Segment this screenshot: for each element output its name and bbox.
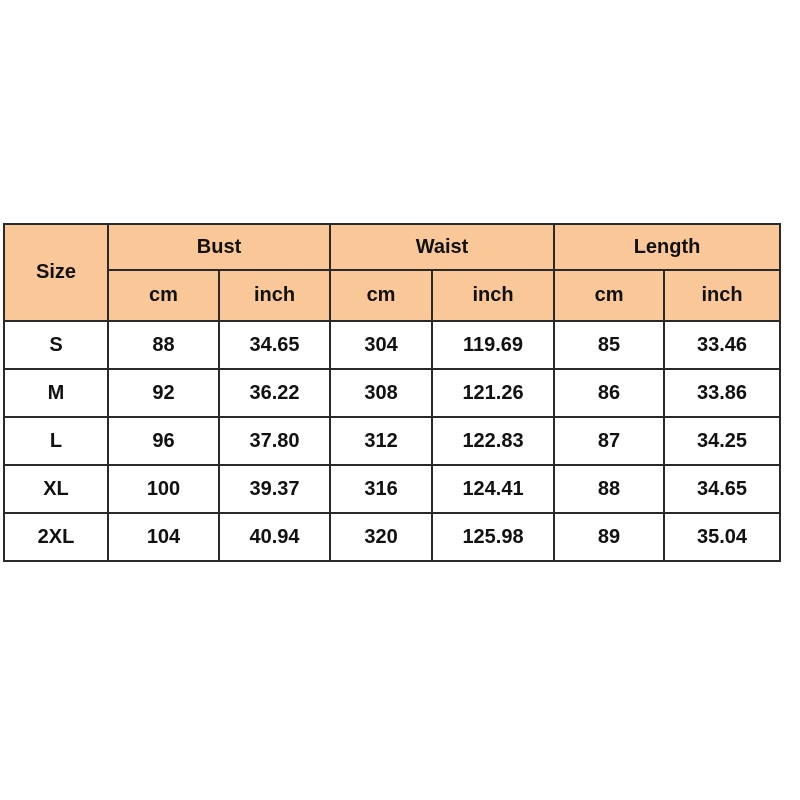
- length-cm-cell: 89: [554, 513, 664, 561]
- size-cell: S: [4, 321, 108, 369]
- bust-inch-cell: 34.65: [219, 321, 330, 369]
- bust-cm-cell: 100: [108, 465, 219, 513]
- length-inch-cell: 33.86: [664, 369, 780, 417]
- table-row: [4, 321, 780, 369]
- length-inch-cell: 34.25: [664, 417, 780, 465]
- waist-inch-cell: 124.41: [432, 465, 554, 513]
- waist-header: Waist: [330, 224, 554, 270]
- length-inch-header: inch: [664, 270, 780, 321]
- bust-cm-cell: 92: [108, 369, 219, 417]
- bust-inch-cell: 39.37: [219, 465, 330, 513]
- length-cm-cell: 86: [554, 369, 664, 417]
- size-cell: XL: [4, 465, 108, 513]
- size-cell: L: [4, 417, 108, 465]
- waist-cm-cell: 320: [330, 513, 432, 561]
- length-inch-cell: 35.04: [664, 513, 780, 561]
- waist-inch-cell: 121.26: [432, 369, 554, 417]
- bust-cm-cell: 104: [108, 513, 219, 561]
- table-row: [4, 513, 780, 561]
- size-chart-table: [3, 223, 781, 562]
- length-cm-header: cm: [554, 270, 664, 321]
- header-row: [4, 224, 780, 270]
- bust-inch-cell: 40.94: [219, 513, 330, 561]
- waist-inch-cell: 122.83: [432, 417, 554, 465]
- waist-cm-cell: 304: [330, 321, 432, 369]
- length-header: Length: [554, 224, 780, 270]
- waist-cm-cell: 308: [330, 369, 432, 417]
- bust-inch-cell: 37.80: [219, 417, 330, 465]
- table-row: [4, 417, 780, 465]
- bust-header: Bust: [108, 224, 330, 270]
- unit-header-row: [4, 270, 780, 321]
- bust-inch-cell: 36.22: [219, 369, 330, 417]
- waist-cm-cell: 312: [330, 417, 432, 465]
- bust-cm-cell: 88: [108, 321, 219, 369]
- length-cm-cell: 87: [554, 417, 664, 465]
- waist-cm-header: cm: [330, 270, 432, 321]
- size-cell: M: [4, 369, 108, 417]
- length-cm-cell: 88: [554, 465, 664, 513]
- table-row: [4, 465, 780, 513]
- size-header: Size: [4, 224, 108, 321]
- bust-cm-cell: 96: [108, 417, 219, 465]
- length-cm-cell: 85: [554, 321, 664, 369]
- length-inch-cell: 33.46: [664, 321, 780, 369]
- table-row: [4, 369, 780, 417]
- waist-cm-cell: 316: [330, 465, 432, 513]
- bust-cm-header: cm: [108, 270, 219, 321]
- bust-inch-header: inch: [219, 270, 330, 321]
- waist-inch-header: inch: [432, 270, 554, 321]
- length-inch-cell: 34.65: [664, 465, 780, 513]
- waist-inch-cell: 119.69: [432, 321, 554, 369]
- waist-inch-cell: 125.98: [432, 513, 554, 561]
- size-cell: 2XL: [4, 513, 108, 561]
